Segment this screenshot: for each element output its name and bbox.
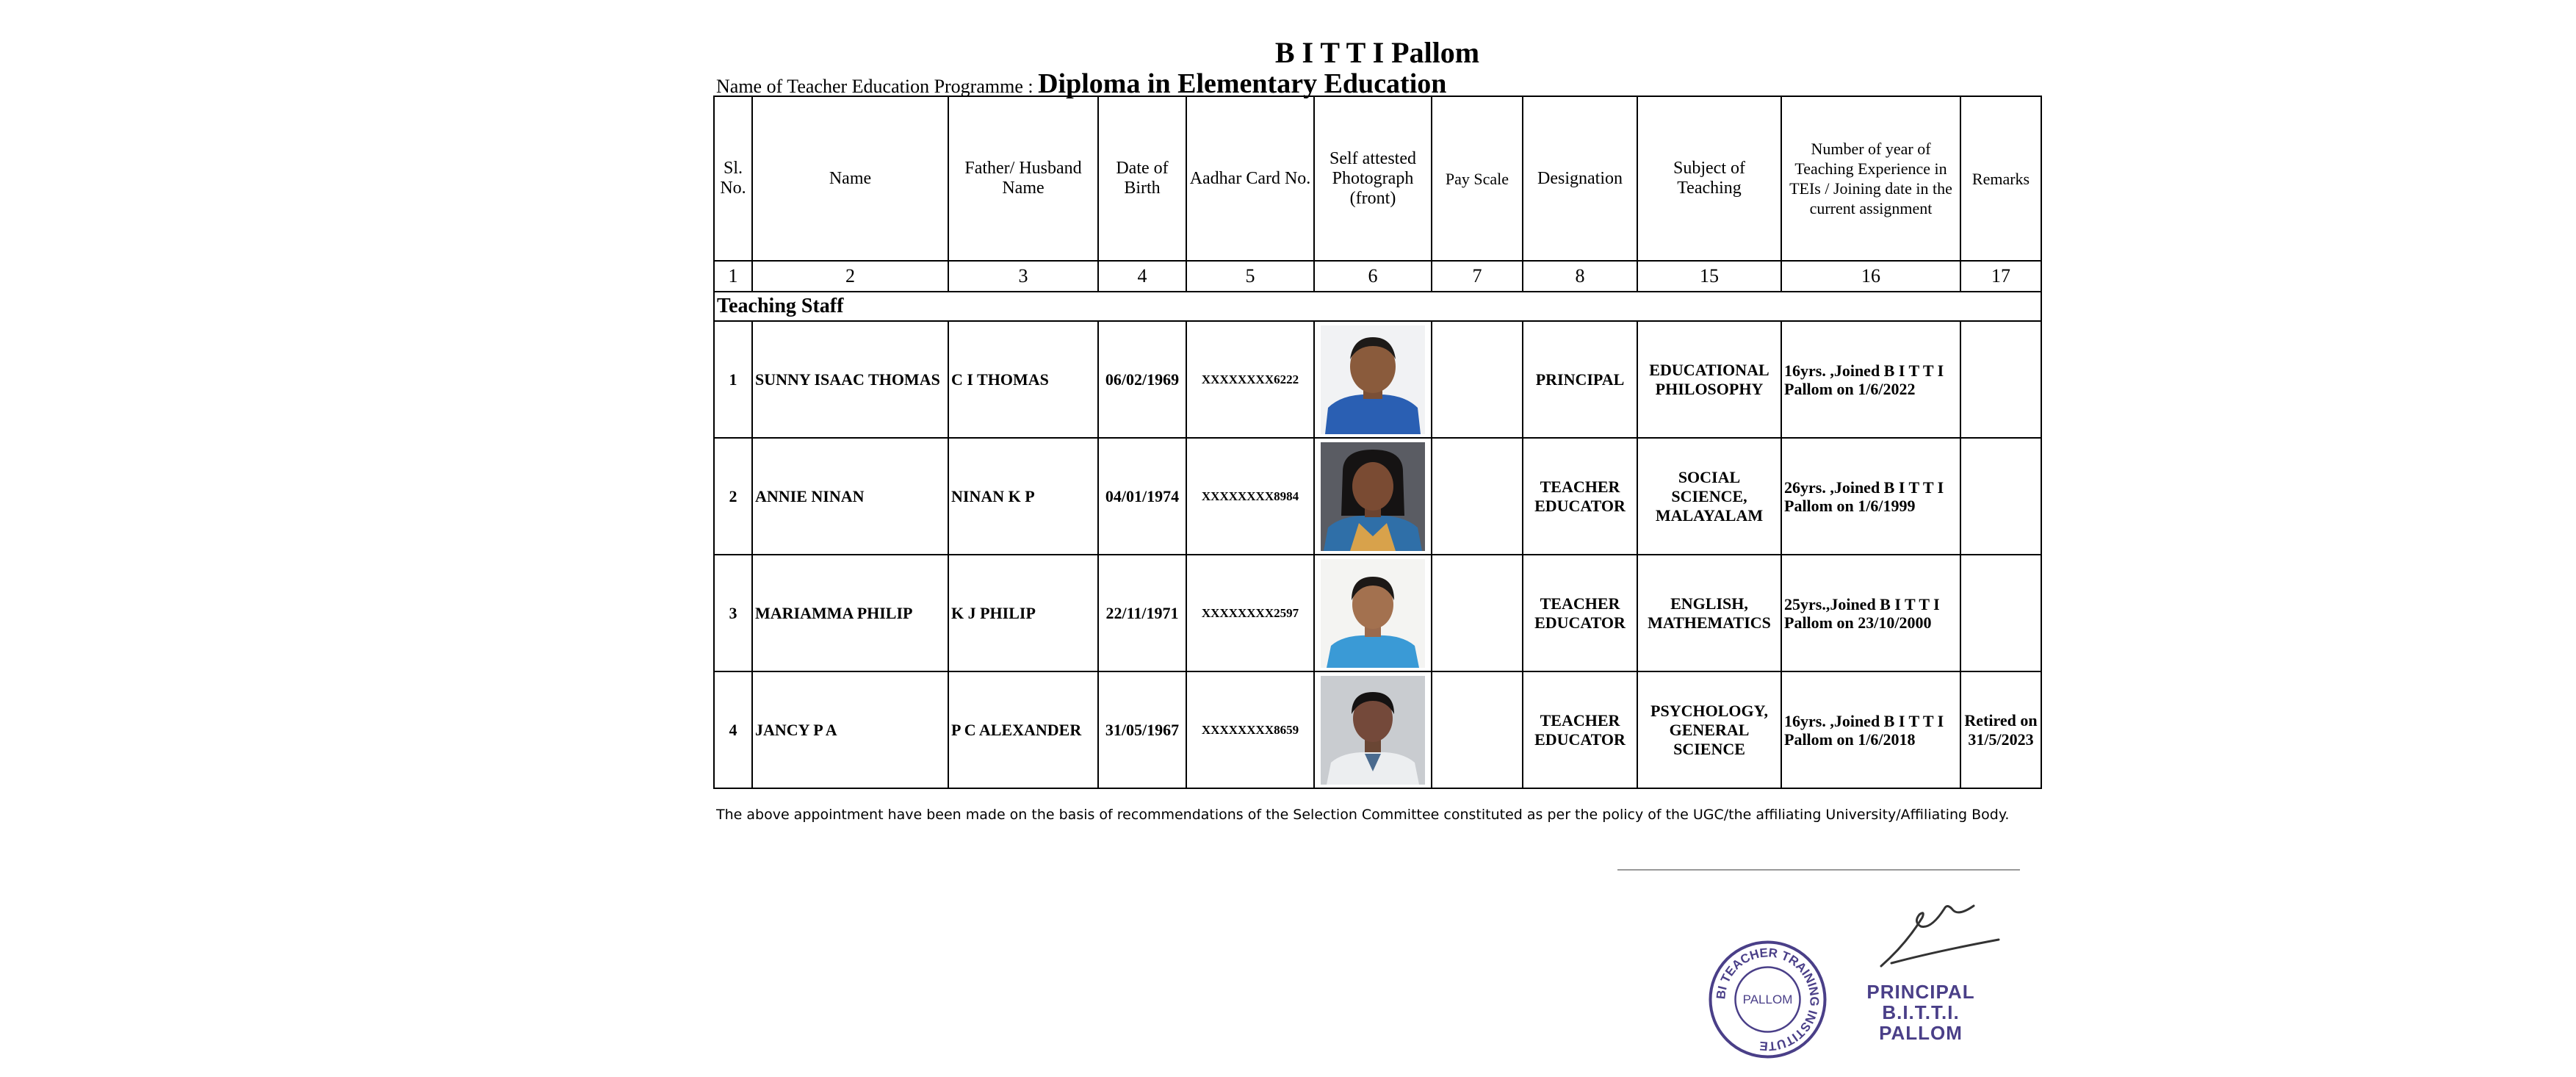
col-number: 16: [1781, 261, 1960, 292]
programme-value: Diploma in Elementary Education: [1038, 68, 1447, 99]
col-number: 15: [1637, 261, 1781, 292]
header-father: Father/ Husband Name: [948, 96, 1098, 261]
cell-name: MARIAMMA PHILIP: [752, 555, 948, 671]
header-photo: Self attested Photograph (front): [1314, 96, 1432, 261]
cell-experience: 16yrs. ,Joined B I T T I Pallom on 1/6/2022: [1781, 321, 1960, 438]
staff-photo: [1321, 325, 1425, 434]
table-row: [714, 438, 2041, 555]
header-aadhar: Aadhar Card No.: [1186, 96, 1314, 261]
cell-subject: EDUCATIONAL PHILOSOPHY: [1637, 321, 1781, 438]
cell-dob: 06/02/1969: [1098, 321, 1186, 438]
cell-dob: 22/11/1971: [1098, 555, 1186, 671]
section-row: [714, 292, 2041, 321]
signature-line: [1617, 869, 2020, 871]
cell-pay-scale: [1432, 321, 1523, 438]
cell-designation: TEACHER EDUCATOR: [1523, 438, 1637, 555]
cell-aadhar: XXXXXXXX2597: [1186, 555, 1314, 671]
col-number: 6: [1314, 261, 1432, 292]
cell-name: ANNIE NINAN: [752, 438, 948, 555]
staff-photo: [1321, 559, 1425, 668]
cell-subject: PSYCHOLOGY, GENERAL SCIENCE: [1637, 671, 1781, 788]
page-title: B I T T I Pallom: [1274, 36, 1480, 69]
cell-experience: 16yrs. ,Joined B I T T I Pallom on 1/6/2018: [1781, 671, 1960, 788]
table-row: [714, 321, 2041, 438]
institute-seal: [1707, 939, 1828, 1060]
cell-photo: [1314, 671, 1432, 788]
stamp-line: B.I.T.T.I.: [1882, 1001, 1960, 1023]
header-remarks: Remarks: [1960, 96, 2041, 261]
table-row: [714, 671, 2041, 788]
col-number: 17: [1960, 261, 2041, 292]
cell-aadhar: XXXXXXXX6222: [1186, 321, 1314, 438]
seal-center-text: PALLOM: [1742, 993, 1793, 1006]
header-designation: Designation: [1523, 96, 1637, 261]
cell-father: P C ALEXANDER: [948, 671, 1098, 788]
cell-subject: SOCIAL SCIENCE, MALAYALAM: [1637, 438, 1781, 555]
header-pay-scale: Pay Scale: [1432, 96, 1523, 261]
cell-aadhar: XXXXXXXX8659: [1186, 671, 1314, 788]
table-row: [714, 555, 2041, 671]
signature-mark: [1877, 893, 2002, 973]
cell-aadhar: XXXXXXXX8984: [1186, 438, 1314, 555]
footer-note: The above appointment have been made on the basis of recommendations of the Selection Committee constituted as per the policy of the UGC/the affiliating University/Affiliating Body.: [716, 807, 2010, 823]
cell-dob: 04/01/1974: [1098, 438, 1186, 555]
header-dob: Date of Birth: [1098, 96, 1186, 261]
cell-remarks: [1960, 321, 2041, 438]
cell-remarks: Retired on 31/5/2023: [1960, 671, 2041, 788]
cell-pay-scale: [1432, 438, 1523, 555]
cell-sl: 2: [714, 438, 752, 555]
cell-photo: [1314, 438, 1432, 555]
header-experience: Number of year of Teaching Experience in TEIs / Joining date in the current assignment: [1781, 96, 1960, 261]
cell-sl: 3: [714, 555, 752, 671]
section-title: Teaching Staff: [714, 292, 2041, 321]
cell-sl: 1: [714, 321, 752, 438]
header-row: [714, 96, 2041, 261]
stamp-line: PALLOM: [1879, 1022, 1963, 1044]
cell-designation: TEACHER EDUCATOR: [1523, 555, 1637, 671]
col-number: 2: [752, 261, 948, 292]
cell-sl: 4: [714, 671, 752, 788]
header-name: Name: [752, 96, 948, 261]
header-sl-no: Sl. No.: [714, 96, 752, 261]
cell-subject: ENGLISH, MATHEMATICS: [1637, 555, 1781, 671]
cell-father: C I THOMAS: [948, 321, 1098, 438]
col-number: 1: [714, 261, 752, 292]
column-number-row: [714, 261, 2041, 292]
cell-name: JANCY P A: [752, 671, 948, 788]
cell-dob: 31/05/1967: [1098, 671, 1186, 788]
programme-label: Name of Teacher Education Programme :: [716, 76, 1039, 97]
col-number: 8: [1523, 261, 1637, 292]
cell-pay-scale: [1432, 555, 1523, 671]
staff-table: [713, 96, 2042, 789]
col-number: 5: [1186, 261, 1314, 292]
col-number: 7: [1432, 261, 1523, 292]
staff-photo: [1321, 676, 1425, 785]
header-subject: Subject of Teaching: [1637, 96, 1781, 261]
cell-remarks: [1960, 555, 2041, 671]
seal-ring-text: BI TEACHER TRAINING INSTITUTE: [1714, 945, 1822, 1053]
stamp-line: PRINCIPAL: [1866, 981, 1975, 1003]
cell-designation: TEACHER EDUCATOR: [1523, 671, 1637, 788]
cell-remarks: [1960, 438, 2041, 555]
cell-name: SUNNY ISAAC THOMAS: [752, 321, 948, 438]
cell-pay-scale: [1432, 671, 1523, 788]
cell-designation: PRINCIPAL: [1523, 321, 1637, 438]
col-number: 3: [948, 261, 1098, 292]
principal-stamp: [1836, 981, 2005, 1043]
staff-photo: [1321, 442, 1425, 551]
cell-experience: 26yrs. ,Joined B I T T I Pallom on 1/6/1999: [1781, 438, 1960, 555]
cell-experience: 25yrs.,Joined B I T T I Pallom on 23/10/2000: [1781, 555, 1960, 671]
cell-photo: [1314, 321, 1432, 438]
col-number: 4: [1098, 261, 1186, 292]
cell-photo: [1314, 555, 1432, 671]
cell-father: K J PHILIP: [948, 555, 1098, 671]
cell-father: NINAN K P: [948, 438, 1098, 555]
